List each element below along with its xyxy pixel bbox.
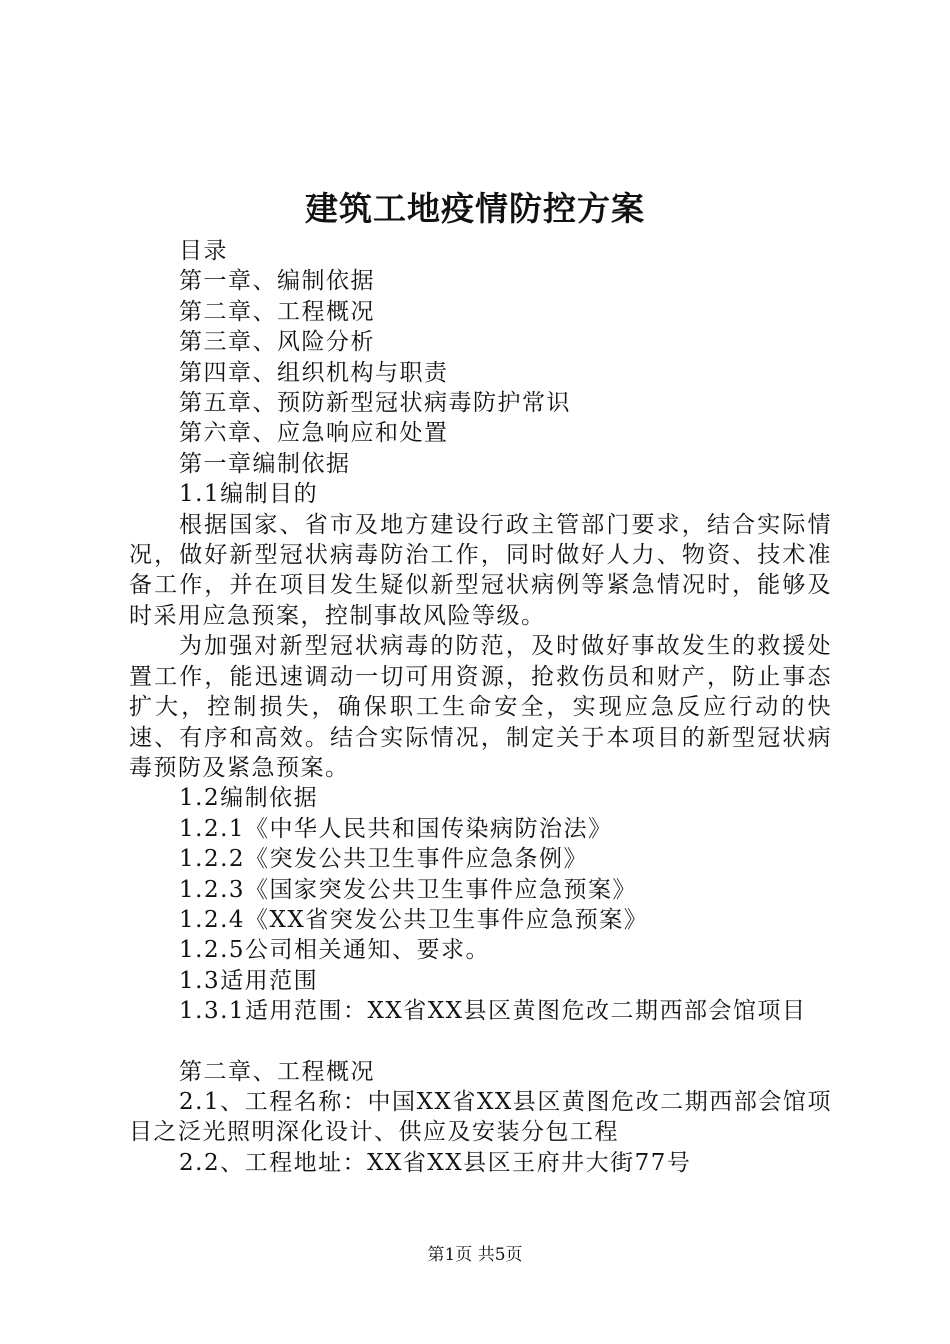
toc-item-chapter-5: 第五章、预防新型冠状病毒防护常识 — [179, 390, 571, 417]
project-address-line: 2.2、工程地址：XX省XX县区王府井大街77号 — [179, 1149, 692, 1176]
toc-item-chapter-3: 第三章、风险分析 — [179, 329, 375, 356]
blank-line — [129, 1027, 832, 1057]
project-name-paragraph: 2.1、工程名称：中国XX省XX县区黄图危改二期西部会馆项目之泛光照明深化设计、供应及安装分包工程 — [129, 1088, 832, 1146]
basis-item-1: 1.2.1《中华人民共和国传染病防治法》 — [179, 815, 613, 842]
document-title: 建筑工地疫情防控方案 — [305, 189, 645, 228]
basis-item-3: 1.2.3《国家突发公共卫生事件应急预案》 — [179, 876, 638, 903]
chapter-1-heading: 第一章编制依据 — [179, 450, 351, 477]
purpose-paragraph-1: 根据国家、省市及地方建设行政主管部门要求，结合实际情况，做好新型冠状病毒防治工作，同时做好人力、物资、技术准备工作，并在项目发生疑似新型冠状病例等紧急情况时，能够及时采用应急预案，控制事故风险等级。 — [129, 511, 832, 629]
toc-item-chapter-2: 第二章、工程概况 — [179, 298, 375, 325]
page-footer: 第1页 共5页 — [427, 1245, 523, 1265]
section-1-3-heading: 1.3适用范围 — [179, 967, 319, 994]
scope-item: 1.3.1适用范围：XX省XX县区黄图危改二期西部会馆项目 — [179, 998, 807, 1025]
toc-item-chapter-1: 第一章、编制依据 — [179, 268, 375, 295]
section-1-1-heading: 1.1编制目的 — [179, 481, 319, 508]
toc-item-chapter-6: 第六章、应急响应和处置 — [179, 420, 449, 447]
toc-heading: 目录 — [179, 238, 228, 264]
basis-item-4: 1.2.4《XX省突发公共卫生事件应急预案》 — [179, 906, 649, 933]
purpose-paragraph-2: 为加强对新型冠状病毒的防范，及时做好事故发生的救援处置工作，能迅速调动一切可用资源，抢救伤员和财产，防止事态扩大，控制损失，确保职工生命安全，实现应急反应行动的快速、有序和高效。结合实际情况，制定关于本项目的新型冠状病毒预防及紧急预案。 — [129, 633, 832, 781]
toc-item-chapter-4: 第四章、组织机构与职责 — [179, 359, 449, 386]
basis-item-5: 1.2.5公司相关通知、要求。 — [179, 937, 491, 964]
basis-item-2: 1.2.2《突发公共卫生事件应急条例》 — [179, 846, 589, 873]
document-body — [129, 236, 832, 1178]
section-1-2-heading: 1.2编制依据 — [179, 785, 319, 812]
chapter-2-heading: 第二章、工程概况 — [179, 1058, 375, 1085]
